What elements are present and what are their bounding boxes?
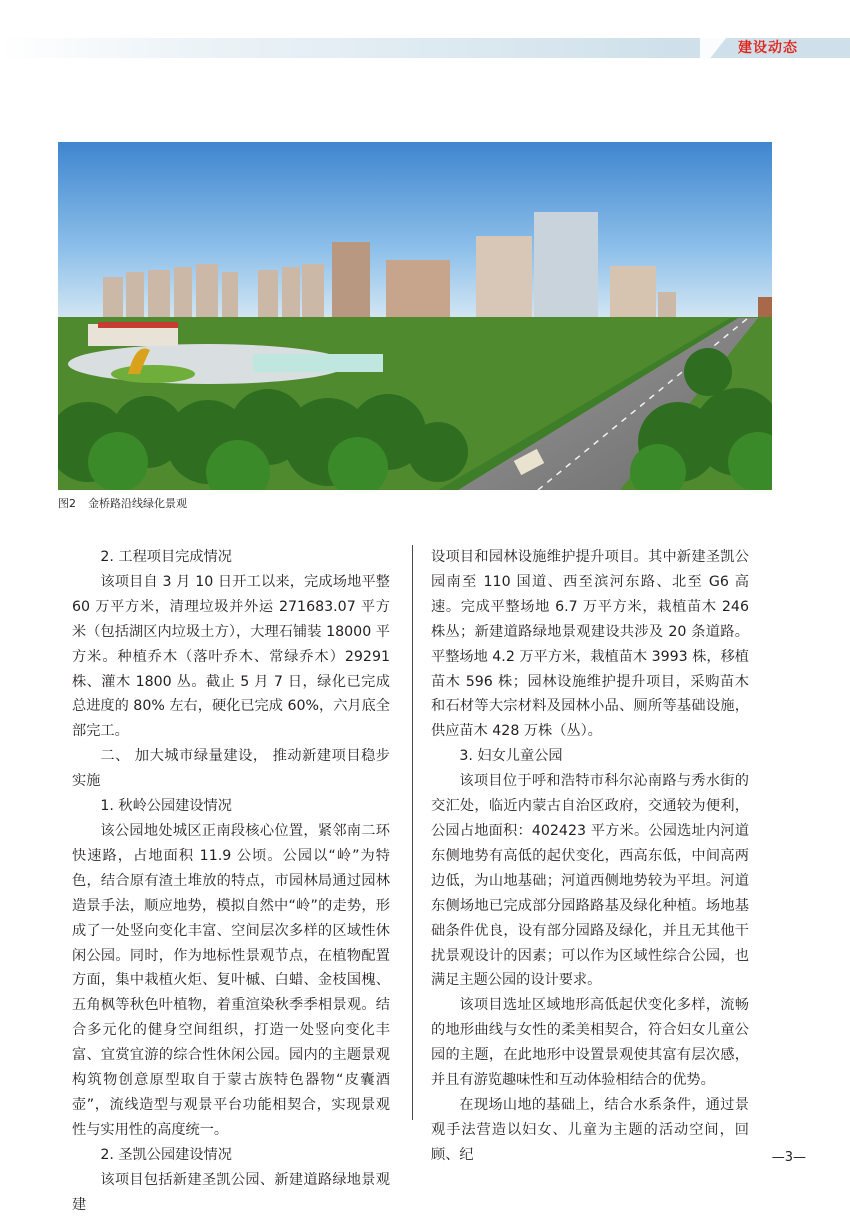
figure-number: 图2	[58, 497, 76, 510]
column-divider	[412, 545, 413, 1120]
paragraph: 该项目选址区域地形高低起伏变化多样，流畅的地形曲线与女性的柔美相契合，符合妇女儿童公园的主题，在此地形中设置景观使其富有层次感，并且有游览趣味性和互动体验相结合的优势。	[431, 997, 749, 1089]
figure-title: 金桥路沿线绿化景观	[88, 497, 187, 510]
paragraph: 该项目包括新建圣凯公园、新建道路绿地景观建	[72, 1171, 390, 1213]
page-number: —3—	[771, 1150, 806, 1165]
subheading: 3. 妇女儿童公园	[459, 748, 563, 765]
section-label: 建设动态	[738, 40, 798, 56]
paragraph: 该公园地处城区正南段核心位置，紧邻南二环快速路，占地面积 11.9 公顷。公园以“岭”为特色，结合原有渣土堆放的特点，市园林局通过园林造景手法，顺应地势，模拟自然中“岭”的走势，形成了一处竖向变化丰富、空间层次多样的区域性休闲公园。同时，作为地标性景观节点，在植物配置方面，集中栽植火炬、复叶槭、白蜡、金枝国槐、五角枫等秋色叶植物，着重渲染秋季季相景观。结合多元化的健身空间组织，打造一处竖向变化丰富、宜赏宜游的综合性休闲公园。园内的主题景观构筑物创意原型取自于蒙古族特色器物“皮囊酒壶”，流线造型与观景平台功能相契合，实现景观性与实用性的高度统一。	[72, 822, 390, 1138]
paragraph: 该项目自 3 月 10 日开工以来，完成场地平整 60 万平方米，清理垃圾并外运 271683.07 平方米（包括湖区内垃圾土方），大理石铺装 18000 平方米。种植乔木（落叶乔木、常绿乔木）29291 株、灌木 1800 丛。截止 5 月 7 日，绿化已完成总进度的 80% 左右，硬化已完成 60%，六月底全部完工。	[72, 573, 390, 740]
right-column	[431, 545, 749, 1168]
left-column	[72, 545, 390, 1217]
paragraph: 在现场山地的基础上，结合水系条件，通过景观手法营造以妇女、儿童为主题的活动空间，回顾、纪	[431, 1096, 749, 1163]
paragraph-continued: 设项目和园林设施维护提升项目。其中新建圣凯公园南至 110 国道、西至滨河东路、北至 G6 高速。完成平整场地 6.7 万平方米，栽植苗木 246 株丛；新建道路绿地景观建设共涉及 20 条道路。平整场地 4.2 万平方米，栽植苗木 3993 株，移植苗木 596 株；园林设施维护提升项目，采购苗木和石材等大宗材料及园林小品、厕所等基础设施，供应苗木 428 万株（丛）。	[431, 549, 749, 740]
section-heading: 二、 加大城市绿量建设， 推动新建项目稳步实施	[72, 748, 390, 790]
subheading: 2. 圣凯公园建设情况	[100, 1146, 232, 1163]
figure-caption	[58, 496, 187, 512]
figure-photo	[58, 142, 772, 490]
subheading: 2. 工程项目完成情况	[100, 549, 232, 565]
paragraph: 该项目位于呼和浩特市科尔沁南路与秀水街的交汇处，临近内蒙古自治区政府，交通较为便利，公园占地面积：402423 平方米。公园选址内河道东侧地势有高低的起伏变化，西高东低，中间高两边低，为山地基础；河道西侧地势较为平坦。河道东侧场地已完成部分园路路基及绿化种植。场地基础条件优良，设有部分园路及绿化，并且无其他干扰景观设计的因素；可以作为区域性综合公园，也满足主题公园的设计要求。	[431, 773, 749, 989]
subheading: 1. 秋岭公园建设情况	[100, 798, 232, 815]
